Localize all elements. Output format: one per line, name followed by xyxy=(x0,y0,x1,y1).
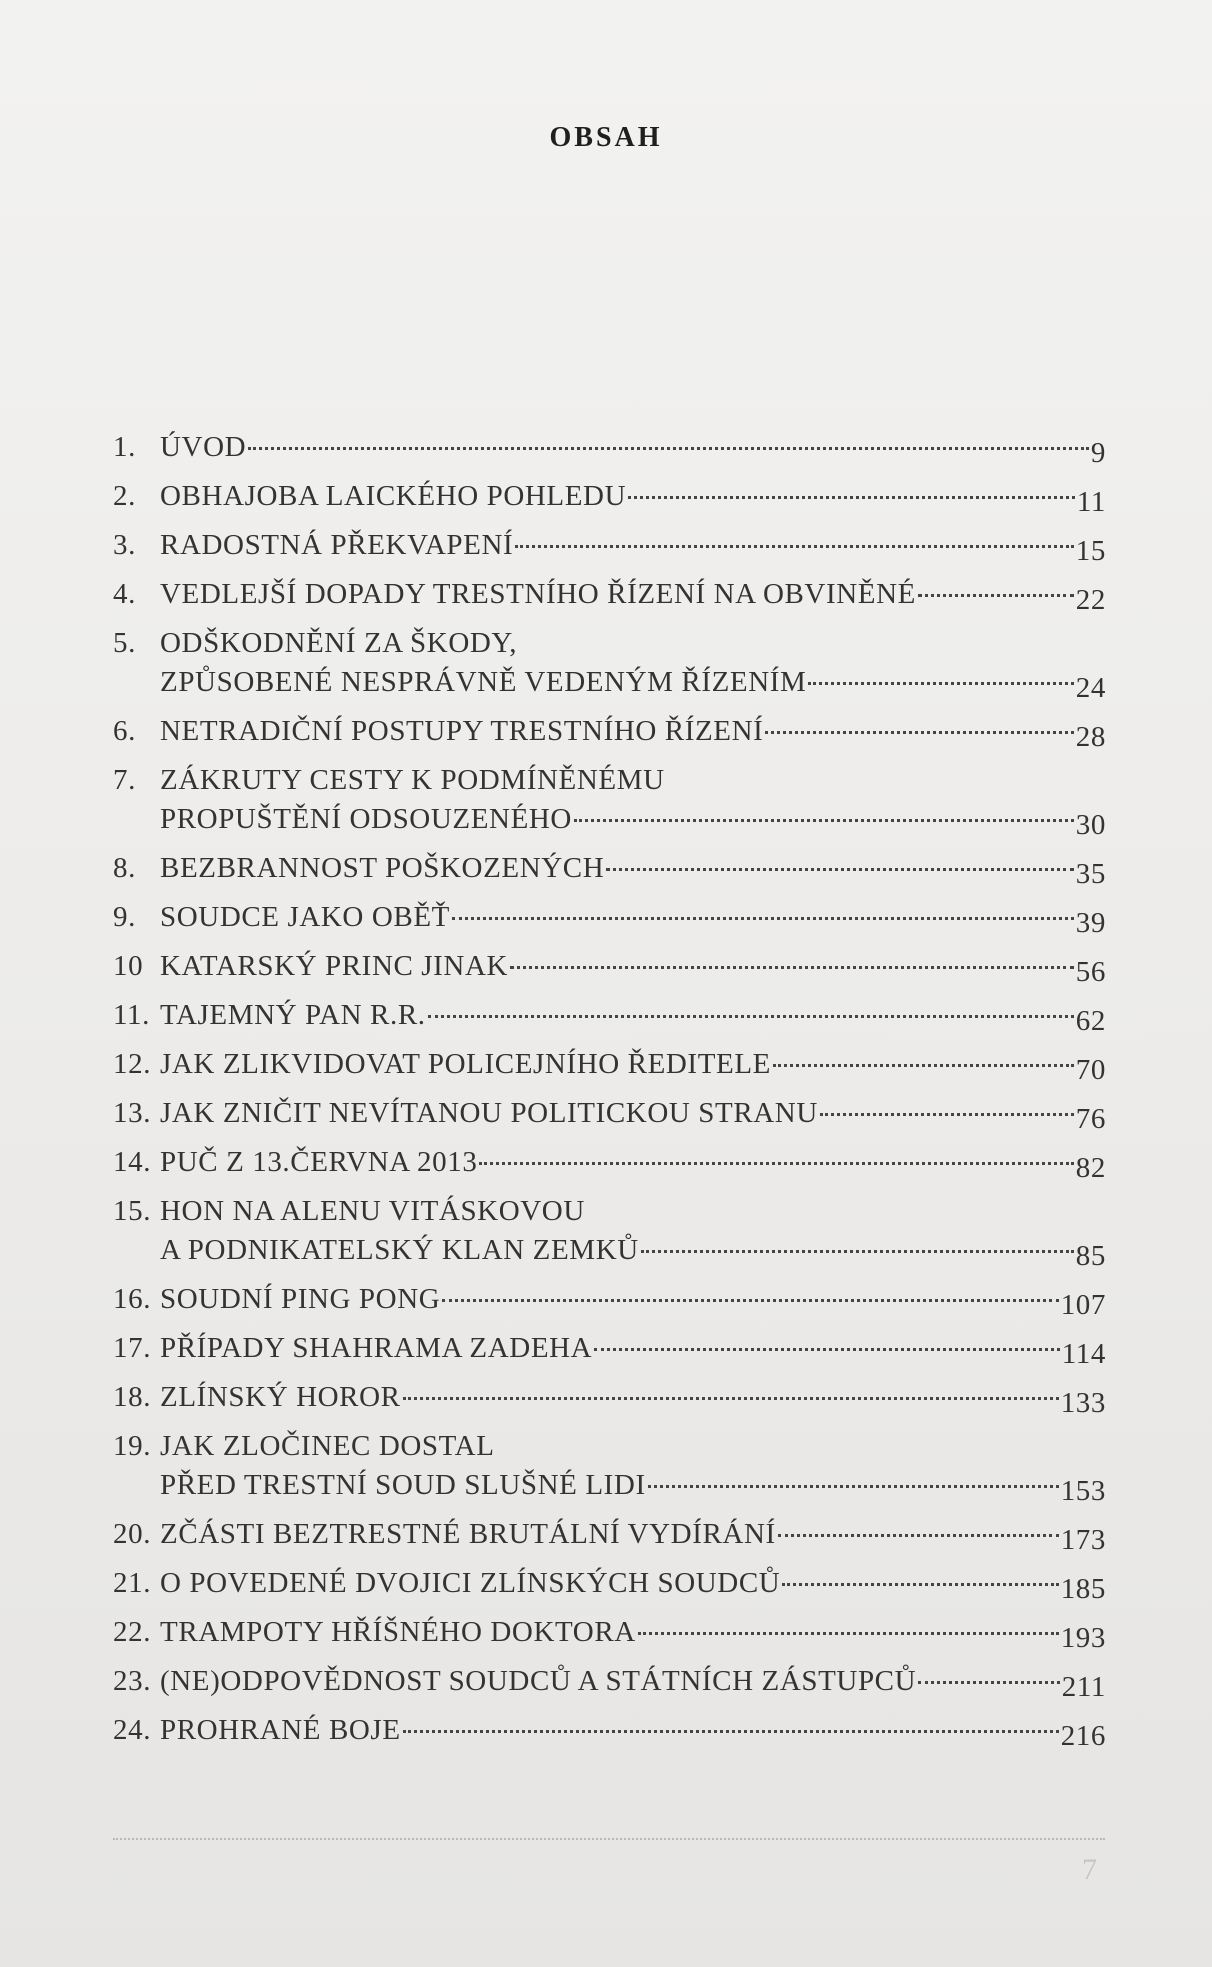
dot-leader xyxy=(594,1348,1060,1351)
dot-leader xyxy=(574,819,1074,822)
toc-entry xyxy=(113,996,1106,1035)
toc-entry-line xyxy=(160,1231,1106,1270)
toc-entry-title: SOUDNÍ PING PONG xyxy=(160,1283,441,1315)
page-title: OBSAH xyxy=(549,122,663,153)
toc-entry-body xyxy=(160,712,1106,751)
toc-entry-number: 10 xyxy=(113,950,144,982)
dot-leader xyxy=(918,1681,1060,1684)
toc-entry-body xyxy=(160,1711,1106,1750)
toc-entry-page: 85 xyxy=(1075,1240,1106,1272)
toc-entry xyxy=(113,1564,1106,1603)
toc-entry-page: 30 xyxy=(1075,809,1106,841)
toc-entry xyxy=(113,526,1106,565)
toc-entry-title: PŘED TRESTNÍ SOUD SLUŠNÉ LIDI xyxy=(160,1469,646,1501)
toc-entry-number: 16. xyxy=(113,1283,152,1315)
dot-leader xyxy=(452,917,1074,920)
dot-leader xyxy=(248,447,1089,450)
toc-entry-number: 3. xyxy=(113,529,136,561)
toc-entry-body xyxy=(160,1564,1106,1603)
toc-entry-body xyxy=(160,1613,1106,1652)
toc-entry-line xyxy=(160,477,1106,516)
toc-entry-line xyxy=(160,996,1106,1035)
toc-entry-line xyxy=(160,800,1106,839)
toc-entry-page: 82 xyxy=(1075,1152,1106,1184)
toc-entry-page: 216 xyxy=(1060,1720,1106,1752)
toc-entry-line xyxy=(160,1466,1106,1505)
toc-entry-page: 56 xyxy=(1075,956,1106,988)
toc-entry-title: ÚVOD xyxy=(160,431,247,463)
toc-entry-line xyxy=(160,849,1106,888)
toc-entry-title: O POVEDENÉ DVOJICI ZLÍNSKÝCH SOUDCŮ xyxy=(160,1567,781,1599)
dot-leader xyxy=(773,1064,1074,1067)
toc-entry-line xyxy=(160,1378,1106,1417)
toc-entry-number: 12. xyxy=(113,1048,152,1080)
toc-entry-number: 15. xyxy=(113,1195,152,1227)
toc-entry-title: BEZBRANNOST POŠKOZENÝCH xyxy=(160,852,605,884)
toc-entry-title: PROHRANÉ BOJE xyxy=(160,1714,401,1746)
toc-entry-line xyxy=(160,947,1106,986)
toc-entry-body xyxy=(160,624,1106,702)
toc-entry-page: 24 xyxy=(1075,672,1106,704)
toc-entry-line xyxy=(160,1515,1106,1554)
toc-entry-title: SOUDCE JAKO OBĚŤ xyxy=(160,901,450,933)
toc-entry-page: 39 xyxy=(1075,907,1106,939)
dot-leader xyxy=(820,1113,1074,1116)
toc-entry-body xyxy=(160,1378,1106,1417)
toc-entry-page: 153 xyxy=(1060,1475,1106,1507)
dot-leader xyxy=(918,594,1074,597)
toc-entry-body xyxy=(160,1515,1106,1554)
toc-entry-title-line: ODŠKODNĚNÍ ZA ŠKODY, xyxy=(160,627,518,659)
toc-entry xyxy=(113,1094,1106,1133)
toc-entry-page: 114 xyxy=(1061,1338,1106,1370)
toc-entry-line xyxy=(160,712,1106,751)
dot-leader xyxy=(479,1162,1073,1165)
toc-entry-title: ZPŮSOBENÉ NESPRÁVNĚ VEDENÝM ŘÍZENÍM xyxy=(160,666,807,698)
toc-entry-number: 14. xyxy=(113,1146,152,1178)
dot-leader xyxy=(765,731,1073,734)
toc-entry-number: 2. xyxy=(113,480,136,512)
toc-entry-line xyxy=(160,1613,1106,1652)
dot-leader xyxy=(641,1250,1074,1253)
toc-entry xyxy=(113,1711,1106,1750)
toc-entry-number: 7. xyxy=(113,764,136,796)
toc-entry-page: 211 xyxy=(1061,1671,1106,1703)
toc-entry-body xyxy=(160,526,1106,565)
toc-entry-number: 23. xyxy=(113,1665,152,1697)
toc-entry-number: 19. xyxy=(113,1430,152,1462)
toc-entry-line xyxy=(160,1564,1106,1603)
dot-leader xyxy=(628,496,1075,499)
toc-entry-line xyxy=(160,1143,1106,1182)
toc-entry-line xyxy=(160,1711,1106,1750)
toc-entry xyxy=(113,898,1106,937)
toc-entry-body xyxy=(160,1280,1106,1319)
toc-entry-line xyxy=(160,1280,1106,1319)
toc-entry-title: JAK ZNIČIT NEVÍTANOU POLITICKOU STRANU xyxy=(160,1097,818,1129)
dot-leader xyxy=(442,1299,1058,1302)
toc-entry-title: TRAMPOTY HŘÍŠNÉHO DOKTORA xyxy=(160,1616,636,1648)
toc-entry-line xyxy=(160,1329,1106,1368)
toc-entry xyxy=(113,1329,1106,1368)
toc-entry-line xyxy=(160,1662,1106,1701)
toc-entry xyxy=(113,428,1106,467)
toc-entry xyxy=(113,1192,1106,1270)
toc-entry-page: 173 xyxy=(1060,1524,1106,1556)
toc-entry-line xyxy=(160,1045,1106,1084)
toc-entry-page: 70 xyxy=(1075,1054,1106,1086)
toc-entry-title: RADOSTNÁ PŘEKVAPENÍ xyxy=(160,529,514,561)
toc-entry-title: NETRADIČNÍ POSTUPY TRESTNÍHO ŘÍZENÍ xyxy=(160,715,764,747)
dot-leader xyxy=(606,868,1074,871)
toc-entry-body xyxy=(160,1094,1106,1133)
toc-entry-line xyxy=(160,428,1106,467)
toc-entry-title: TAJEMNÝ PAN R.R. xyxy=(160,999,426,1031)
dot-leader xyxy=(428,1015,1074,1018)
toc-entry-body xyxy=(160,1192,1106,1270)
toc-entry-number: 24. xyxy=(113,1714,152,1746)
toc-entry-number: 8. xyxy=(113,852,136,884)
toc-entry-number: 6. xyxy=(113,715,136,747)
toc-entry-page: 9 xyxy=(1090,437,1106,469)
toc-entry-body xyxy=(160,1662,1106,1701)
toc-entry-line xyxy=(160,1094,1106,1133)
toc-entry-page: 193 xyxy=(1060,1622,1106,1654)
toc-entry-number: 4. xyxy=(113,578,136,610)
toc-entry-number: 1. xyxy=(113,431,136,463)
toc-entry xyxy=(113,1045,1106,1084)
toc-entry-title: PROPUŠTĚNÍ ODSOUZENÉHO xyxy=(160,803,572,835)
toc-entry-page: 76 xyxy=(1075,1103,1106,1135)
toc-entry xyxy=(113,477,1106,516)
toc-entry-line xyxy=(160,526,1106,565)
toc-entry-page: 62 xyxy=(1075,1005,1106,1037)
toc-entry xyxy=(113,761,1106,839)
toc-entry-number: 21. xyxy=(113,1567,152,1599)
dot-leader xyxy=(808,682,1073,685)
toc-entry-number: 11. xyxy=(113,999,150,1031)
toc-entry xyxy=(113,575,1106,614)
toc-entry xyxy=(113,1143,1106,1182)
toc-entry-body xyxy=(160,1427,1106,1505)
toc-entry xyxy=(113,712,1106,751)
toc-entry-number: 17. xyxy=(113,1332,152,1364)
toc-entry-line xyxy=(160,575,1106,614)
toc-entry-body xyxy=(160,898,1106,937)
toc-entry-body xyxy=(160,1329,1106,1368)
toc-entry-body xyxy=(160,1143,1106,1182)
toc-entry-line xyxy=(160,898,1106,937)
dot-leader xyxy=(510,966,1074,969)
toc-entry-line xyxy=(160,663,1106,702)
toc-entry-title: ZČÁSTI BEZTRESTNÉ BRUTÁLNÍ VYDÍRÁNÍ xyxy=(160,1518,776,1550)
dot-leader xyxy=(648,1485,1059,1488)
toc-entry-page: 35 xyxy=(1075,858,1106,890)
toc-entry-page: 28 xyxy=(1075,721,1106,753)
toc-entry-body xyxy=(160,1045,1106,1084)
toc-entry xyxy=(113,849,1106,888)
toc-entry-title-line: ZÁKRUTY CESTY K PODMÍNĚNÉMU xyxy=(160,764,665,796)
toc-entry-title: VEDLEJŠÍ DOPADY TRESTNÍHO ŘÍZENÍ NA OBVINĚNÉ xyxy=(160,578,916,610)
dot-leader xyxy=(403,1730,1059,1733)
toc-entry-title: (NE)ODPOVĚDNOST SOUDCŮ A STÁTNÍCH ZÁSTUPCŮ xyxy=(160,1665,917,1697)
toc-entry-body xyxy=(160,477,1106,516)
toc-entry-title-line: HON NA ALENU VITÁSKOVOU xyxy=(160,1195,585,1227)
toc-entry-number: 18. xyxy=(113,1381,152,1413)
toc-entry xyxy=(113,1662,1106,1701)
toc-entry xyxy=(113,1427,1106,1505)
toc-entry-page: 15 xyxy=(1075,535,1106,567)
toc-entry-body xyxy=(160,947,1106,986)
toc-entry-number: 22. xyxy=(113,1616,152,1648)
table-of-contents xyxy=(113,428,1106,1760)
toc-entry-number: 13. xyxy=(113,1097,152,1129)
toc-entry-title-line: JAK ZLOČINEC DOSTAL xyxy=(160,1430,495,1462)
toc-entry-body xyxy=(160,996,1106,1035)
toc-entry xyxy=(113,1613,1106,1652)
toc-entry-title: OBHAJOBA LAICKÉHO POHLEDU xyxy=(160,480,627,512)
toc-entry-body xyxy=(160,849,1106,888)
dot-leader xyxy=(515,545,1074,548)
dot-leader xyxy=(778,1534,1059,1537)
toc-entry-title: JAK ZLIKVIDOVAT POLICEJNÍHO ŘEDITELE xyxy=(160,1048,771,1080)
toc-entry-page: 107 xyxy=(1060,1289,1106,1321)
toc-entry-title: ZLÍNSKÝ HOROR xyxy=(160,1381,401,1413)
toc-entry-title: KATARSKÝ PRINC JINAK xyxy=(160,950,509,982)
footer-divider xyxy=(113,1838,1105,1840)
toc-entry-body xyxy=(160,575,1106,614)
toc-entry xyxy=(113,1280,1106,1319)
toc-entry-page: 22 xyxy=(1075,584,1106,616)
toc-entry-title: PUČ Z 13.ČERVNA 2013 xyxy=(160,1146,478,1178)
toc-entry-body xyxy=(160,428,1106,467)
toc-entry-number: 5. xyxy=(113,627,136,659)
dot-leader xyxy=(782,1583,1058,1586)
toc-entry xyxy=(113,1378,1106,1417)
toc-entry xyxy=(113,947,1106,986)
dot-leader xyxy=(638,1632,1059,1635)
toc-entry-body xyxy=(160,761,1106,839)
toc-entry-page: 11 xyxy=(1076,486,1106,518)
dot-leader xyxy=(403,1397,1059,1400)
toc-entry-page: 185 xyxy=(1060,1573,1106,1605)
toc-entry-title: PŘÍPADY SHAHRAMA ZADEHA xyxy=(160,1332,593,1364)
toc-entry-page: 133 xyxy=(1060,1387,1106,1419)
toc-entry xyxy=(113,1515,1106,1554)
toc-entry xyxy=(113,624,1106,702)
toc-entry-title: A PODNIKATELSKÝ KLAN ZEMKŮ xyxy=(160,1234,639,1266)
toc-entry-number: 20. xyxy=(113,1518,152,1550)
page-number: 7 xyxy=(1082,1853,1097,1886)
toc-entry-number: 9. xyxy=(113,901,136,933)
